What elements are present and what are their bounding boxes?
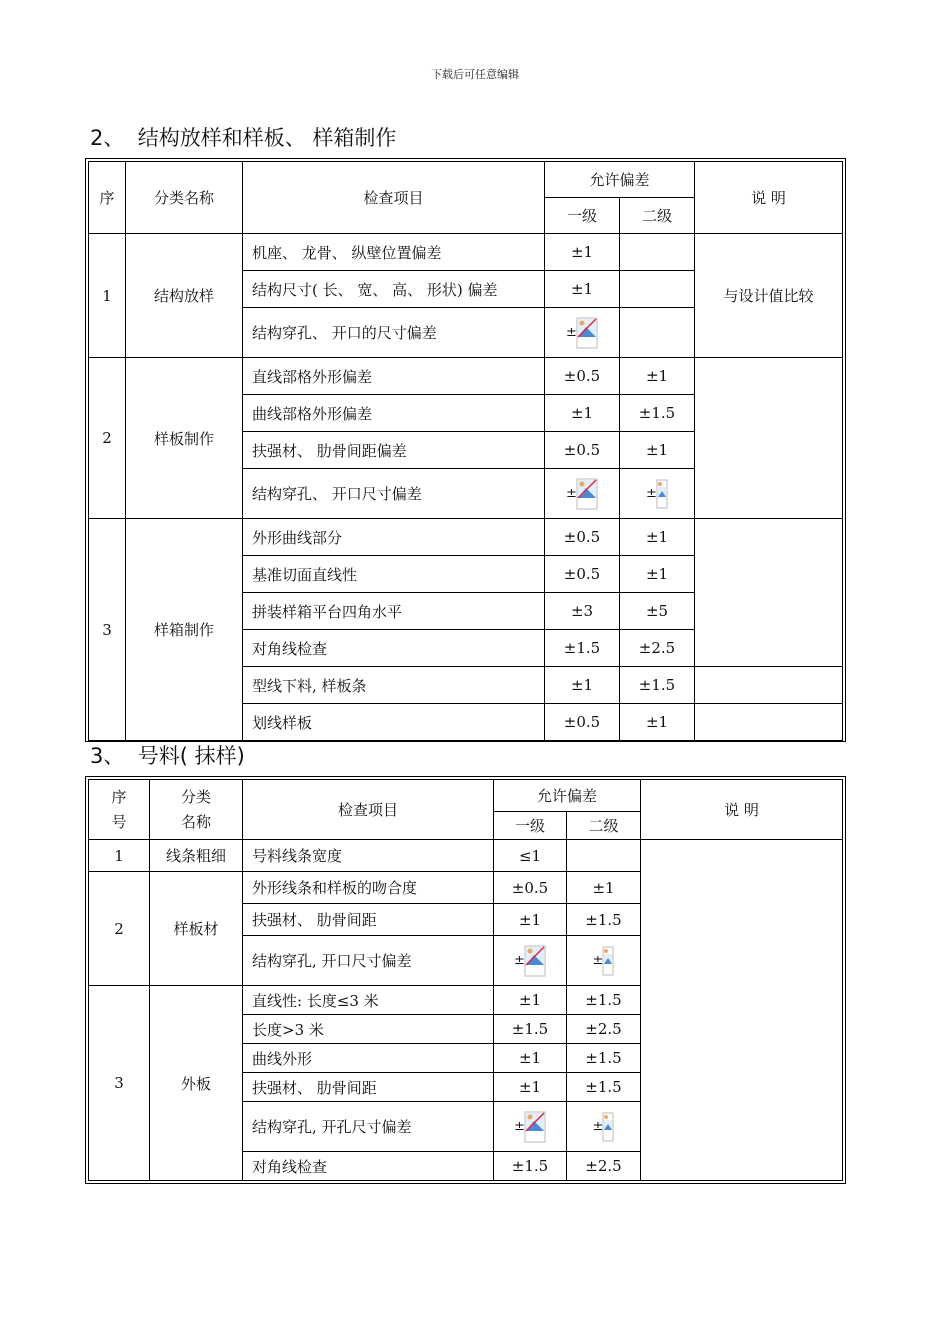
row-item: 型线下料, 样板条	[243, 667, 545, 704]
section-2-table	[85, 158, 846, 742]
row-item: 结构穿孔, 开口尺寸偏差	[243, 936, 494, 986]
row-note	[695, 704, 843, 741]
row-l2: ±2.5	[567, 1015, 641, 1044]
table-row	[89, 986, 843, 1015]
header-category	[150, 780, 243, 840]
row-l2: ±2.5	[620, 630, 695, 667]
group-seq: 1	[89, 840, 150, 872]
row-l2: ±1	[620, 704, 695, 741]
missing-image-icon	[576, 317, 598, 349]
row-item: 对角线检查	[243, 630, 545, 667]
header-category: 分类名称	[126, 162, 243, 234]
header-level2: 二级	[620, 198, 695, 234]
row-item: 结构穿孔、 开口的尺寸偏差	[243, 308, 545, 358]
row-l1: ±1	[545, 271, 620, 308]
header-category-line2: 名称	[180, 812, 211, 831]
row-l2: ±1.5	[567, 986, 641, 1015]
row-l1: ≤1	[494, 840, 567, 872]
row-l2: ±2.5	[567, 1152, 641, 1181]
missing-image-icon	[576, 478, 598, 510]
group-category: 样板制作	[126, 358, 243, 519]
row-item: 曲线部格外形偏差	[243, 395, 545, 432]
group-seq: 2	[89, 358, 126, 519]
header-level1: 一级	[494, 812, 567, 840]
header-level1: 一级	[545, 198, 620, 234]
row-item: 直线部格外形偏差	[243, 358, 545, 395]
group-category: 外板	[150, 986, 243, 1181]
row-l2: ±5	[620, 593, 695, 630]
missing-image-icon	[602, 946, 614, 976]
row-item: 外形线条和样板的吻合度	[243, 872, 494, 904]
row-l1: ±0.5	[545, 519, 620, 556]
row-l1: ±1	[494, 986, 567, 1015]
row-item: 曲线外形	[243, 1044, 494, 1073]
row-l2-image-cell	[567, 936, 641, 986]
row-l1-image-cell	[494, 1102, 567, 1152]
row-l1: ±1	[545, 667, 620, 704]
header-seq-line2: 号	[111, 812, 127, 831]
row-note	[641, 986, 843, 1181]
header-seq	[89, 780, 150, 840]
header-item: 检查项目	[243, 780, 494, 840]
header-seq: 序	[89, 162, 126, 234]
plus-minus-sign: ±	[592, 953, 604, 968]
group-category: 样板材	[150, 872, 243, 986]
row-item: 基准切面直线性	[243, 556, 545, 593]
missing-image-icon	[656, 479, 668, 509]
group-seq: 1	[89, 234, 126, 358]
row-l2: ±1.5	[620, 395, 695, 432]
row-l1: ±0.5	[545, 704, 620, 741]
row-l2: ±1	[620, 358, 695, 395]
row-l2: ±1.5	[620, 667, 695, 704]
group-note: 与设计值比较	[695, 234, 843, 358]
row-l1: ±0.5	[545, 432, 620, 469]
group-category: 线条粗细	[150, 840, 243, 872]
row-item: 号料线条宽度	[243, 840, 494, 872]
row-l2: ±1.5	[567, 1073, 641, 1102]
table-row	[89, 519, 843, 556]
row-l1: ±1	[494, 1073, 567, 1102]
section-3-table	[85, 776, 846, 1184]
row-l1: ±1.5	[494, 1152, 567, 1181]
group-seq: 2	[89, 872, 150, 986]
row-item: 扶强材、 肋骨间距偏差	[243, 432, 545, 469]
row-l1-image-cell	[545, 469, 620, 519]
header-tolerance: 允许偏差	[494, 780, 641, 812]
row-l2	[620, 271, 695, 308]
row-l1: ±1.5	[494, 1015, 567, 1044]
row-item: 结构穿孔、 开口尺寸偏差	[243, 469, 545, 519]
row-item: 划线样板	[243, 704, 545, 741]
row-l2: ±1.5	[567, 1044, 641, 1073]
row-item: 外形曲线部分	[243, 519, 545, 556]
header-seq-line1: 序	[111, 787, 127, 806]
section-3-title: 3、 号料( 抹样)	[90, 744, 245, 768]
row-l2: ±1	[620, 556, 695, 593]
group-category: 样箱制作	[126, 519, 243, 741]
row-l2	[567, 840, 641, 872]
row-l2	[620, 234, 695, 271]
row-l1-image-cell	[545, 308, 620, 358]
plus-minus-sign: ±	[566, 486, 577, 501]
missing-image-icon	[524, 1111, 546, 1143]
group-note	[695, 358, 843, 519]
row-item: 结构穿孔, 开孔尺寸偏差	[243, 1102, 494, 1152]
header-tolerance: 允许偏差	[545, 162, 695, 198]
row-note	[695, 667, 843, 704]
missing-image-icon	[524, 945, 546, 977]
row-l1: ±1	[494, 1044, 567, 1073]
header-note: 说 明	[641, 780, 843, 840]
row-note	[641, 840, 843, 986]
row-l1: ±0.5	[545, 358, 620, 395]
group-seq: 3	[89, 986, 150, 1181]
row-item: 机座、 龙骨、 纵壁位置偏差	[243, 234, 545, 271]
plus-minus-sign: ±	[514, 953, 525, 968]
row-item: 结构尺寸( 长、 宽、 高、 形状) 偏差	[243, 271, 545, 308]
plus-minus-sign: ±	[592, 1119, 604, 1134]
row-item: 长度>3 米	[243, 1015, 494, 1044]
header-item: 检查项目	[243, 162, 545, 234]
row-l1: ±1	[494, 904, 567, 936]
row-l1: ±3	[545, 593, 620, 630]
header-level2: 二级	[567, 812, 641, 840]
table-row	[89, 840, 843, 872]
row-item: 扶强材、 肋骨间距	[243, 904, 494, 936]
row-l2: ±1	[567, 872, 641, 904]
row-l2	[620, 308, 695, 358]
table-row	[89, 358, 843, 395]
row-l2-image-cell	[620, 469, 695, 519]
row-l2-image-cell	[567, 1102, 641, 1152]
header-note: 下载后可任意编辑	[431, 68, 519, 81]
section-2-title: 2、 结构放样和样板、 样箱制作	[90, 126, 397, 150]
row-l2: ±1	[620, 432, 695, 469]
plus-minus-sign: ±	[646, 486, 657, 501]
row-item: 对角线检查	[243, 1152, 494, 1181]
group-seq: 3	[89, 519, 126, 741]
row-l1: ±0.5	[545, 556, 620, 593]
row-l1: ±0.5	[494, 872, 567, 904]
row-item: 直线性: 长度≤3 米	[243, 986, 494, 1015]
row-l2: ±1.5	[567, 904, 641, 936]
row-l2: ±1	[620, 519, 695, 556]
header-category-line1: 分类	[180, 787, 211, 806]
row-l1: ±1	[545, 395, 620, 432]
table-row	[89, 234, 843, 271]
row-l1-image-cell	[494, 936, 567, 986]
group-note	[695, 519, 843, 667]
row-l1: ±1	[545, 234, 620, 271]
plus-minus-sign: ±	[514, 1119, 525, 1134]
row-item: 扶强材、 肋骨间距	[243, 1073, 494, 1102]
row-l1: ±1.5	[545, 630, 620, 667]
row-item: 拼装样箱平台四角水平	[243, 593, 545, 630]
header-note: 说 明	[695, 162, 843, 234]
group-category: 结构放样	[126, 234, 243, 358]
missing-image-icon	[602, 1112, 614, 1142]
plus-minus-sign: ±	[566, 325, 577, 340]
